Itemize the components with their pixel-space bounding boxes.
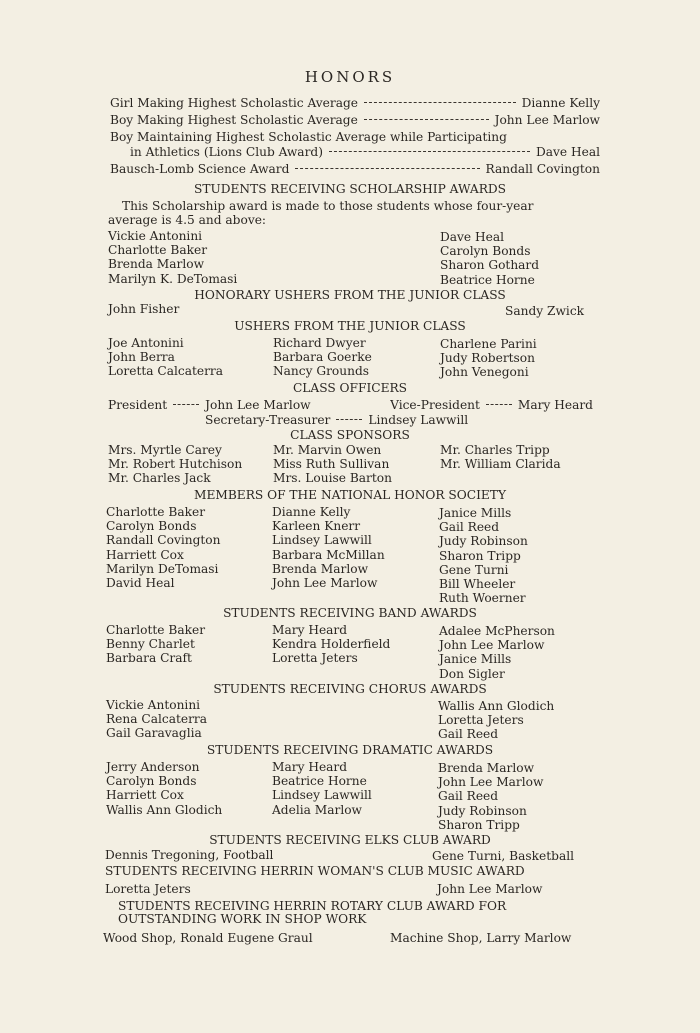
name-column (439, 506, 528, 605)
officer-name: John Lee Marlow (205, 398, 311, 412)
student-name: Machine Shop, Larry Marlow (390, 931, 572, 945)
student-name: Sandy Zwick (505, 304, 585, 318)
student-name: Brenda Marlow (108, 257, 205, 272)
student-name: Jerry Anderson (106, 760, 200, 774)
award-row (130, 145, 600, 160)
student-name: David Heal (106, 576, 175, 591)
student-name: Vickie Antonini (108, 229, 203, 243)
student-name: Lindsey Lawwill (272, 788, 372, 803)
student-name: John Lee Marlow (437, 882, 543, 896)
student-name: Brenda Marlow (438, 761, 535, 775)
name-column (438, 699, 554, 742)
student-name: Gail Reed (439, 520, 500, 535)
student-name: Vickie Antonini (106, 698, 201, 712)
student-name: Charlene Parini (440, 337, 537, 351)
student-name: Brenda Marlow (272, 561, 369, 576)
student-name: Kendra Holderfield (272, 637, 391, 652)
award-name: Boy Maintaining Highest Scholastic Average while Participating (110, 130, 507, 144)
student-name: Randall Covington (106, 533, 221, 548)
sponsor-name: Mr. Charles Jack (108, 471, 211, 486)
section-heading: HONORARY USHERS FROM THE JUNIOR CLASS (194, 288, 506, 302)
leader-dots (173, 404, 199, 405)
name-column (440, 337, 537, 380)
student-name: Carolyn Bonds (106, 519, 197, 534)
student-name: Benny Charlet (106, 637, 195, 652)
name-column (440, 443, 561, 471)
student-name: Gail Reed (438, 727, 499, 742)
student-name: Lindsey Lawwill (272, 533, 372, 548)
section-description: This Scholarship award is made to those students whose four-year (122, 199, 534, 213)
sponsor-name: Mrs. Louise Barton (273, 471, 392, 486)
name-column (108, 336, 223, 379)
section-heading: OUTSTANDING WORK IN SHOP WORK (118, 912, 367, 926)
section-heading: STUDENTS RECEIVING HERRIN ROTARY CLUB AWARD FOR (118, 899, 507, 913)
officer-row (205, 413, 468, 428)
award-row (110, 162, 600, 177)
name-column (272, 623, 390, 666)
name-column (438, 761, 543, 832)
section-heading: STUDENTS RECEIVING DRAMATIC AWARDS (206, 743, 494, 757)
sponsor-name: Mr. Robert Hutchison (108, 457, 243, 472)
name-column (106, 623, 205, 666)
leader-dots (364, 102, 516, 103)
name-column (106, 505, 221, 590)
student-name: Marilyn K. DeTomasi (108, 271, 238, 286)
student-name: John Lee Marlow (272, 576, 378, 591)
student-name: Barbara Goerke (273, 350, 372, 365)
name-column (108, 443, 242, 486)
award-name-cont: in Athletics (Lions Club Award) (130, 145, 323, 159)
award-winner: Dave Heal (535, 145, 600, 159)
section-heading: STUDENTS RECEIVING CHORUS AWARDS (213, 682, 487, 696)
student-name: John Lee Marlow (439, 638, 545, 653)
section-heading: CLASS OFFICERS (292, 381, 408, 395)
student-name: Judy Robertson (440, 351, 535, 366)
student-name: Mary Heard (272, 623, 348, 637)
student-name: Dennis Tregoning, Football (105, 848, 274, 862)
officer-name: Mary Heard (517, 398, 593, 412)
award-winner: John Lee Marlow (494, 113, 600, 127)
student-name: Wood Shop, Ronald Eugene Graul (103, 931, 313, 945)
student-name: Bill Wheeler (439, 577, 516, 592)
student-name: John Venegoni (440, 365, 529, 380)
student-name: Joe Antonini (108, 336, 184, 350)
award-row (110, 113, 600, 128)
section-heading: USHERS FROM THE JUNIOR CLASS (234, 319, 466, 333)
section-heading: MEMBERS OF THE NATIONAL HONOR SOCIETY (193, 488, 506, 502)
officer-name: Lindsey Lawwill (368, 413, 469, 427)
officer-title: Secretary-Treasurer (205, 413, 331, 427)
student-name: Wallis Ann Glodich (438, 699, 555, 713)
student-name: Barbara McMillan (272, 547, 385, 562)
student-name: John Berra (108, 350, 175, 365)
sponsor-name: Mrs. Myrtle Carey (108, 443, 222, 457)
sponsor-name: Miss Ruth Sullivan (273, 457, 390, 472)
section-heading: STUDENTS RECEIVING HERRIN WOMAN'S CLUB MUSIC AWARD (105, 864, 525, 878)
section-heading: STUDENTS RECEIVING SCHOLARSHIP AWARDS (194, 182, 506, 196)
student-name: Marilyn DeTomasi (106, 561, 219, 576)
student-name: Mary Heard (272, 760, 348, 774)
name-column (272, 505, 385, 590)
student-name: Gail Garavaglia (106, 726, 202, 741)
sponsor-name: Mr. William Clarida (440, 457, 561, 472)
name-column (108, 229, 237, 286)
award-row (110, 96, 600, 111)
award-winner: Randall Covington (485, 162, 600, 176)
award-name: Boy Making Highest Scholastic Average (110, 113, 358, 127)
student-name: Gene Turni (439, 562, 509, 577)
student-name: Carolyn Bonds (106, 774, 197, 789)
student-name: Judy Robinson (439, 534, 528, 549)
leader-dots (295, 168, 479, 169)
student-name: Loretta Jeters (438, 713, 524, 728)
student-name: Gail Reed (438, 789, 499, 804)
officer-title: Vice-President (390, 398, 480, 412)
student-name: John Fisher (108, 302, 180, 316)
student-name: Rena Calcaterra (106, 712, 207, 727)
leader-dots (364, 119, 489, 120)
student-name: Loretta Jeters (272, 651, 358, 666)
student-name: Judy Robinson (438, 803, 527, 818)
student-name: Nancy Grounds (273, 364, 370, 379)
name-column (106, 698, 207, 741)
student-name: Adelia Marlow (272, 802, 362, 817)
sponsor-name: Mr. Charles Tripp (440, 443, 550, 457)
student-name: John Lee Marlow (438, 775, 544, 790)
student-name: Dianne Kelly (272, 505, 351, 519)
student-name: Don Sigler (439, 666, 505, 681)
student-name: Charlotte Baker (106, 505, 206, 519)
name-column (273, 443, 392, 486)
student-name: Richard Dwyer (273, 336, 366, 350)
page-title: HONORS (304, 68, 396, 86)
student-name: Barbara Craft (106, 651, 192, 666)
student-name: Sharon Tripp (439, 548, 521, 563)
award-winner: Dianne Kelly (521, 96, 600, 110)
student-name: Adalee McPherson (439, 624, 555, 638)
leader-dots (336, 419, 362, 420)
name-column (106, 760, 222, 817)
student-name: Sharon Tripp (438, 817, 520, 832)
section-heading: STUDENTS RECEIVING BAND AWARDS (223, 606, 477, 620)
student-name: Charlotte Baker (108, 243, 208, 258)
student-name: Janice Mills (439, 506, 512, 520)
section-heading: CLASS SPONSORS (290, 428, 410, 442)
student-name: Harriett Cox (106, 547, 184, 562)
name-column (440, 230, 539, 287)
award-name: Girl Making Highest Scholastic Average (110, 96, 358, 110)
student-name: Loretta Calcaterra (108, 364, 224, 379)
student-name: Harriett Cox (106, 788, 184, 803)
name-column (272, 760, 372, 817)
section-heading: STUDENTS RECEIVING ELKS CLUB AWARD (209, 833, 491, 847)
student-name: Charlotte Baker (106, 623, 206, 637)
leader-dots (486, 404, 512, 405)
name-column (439, 624, 555, 681)
section-description: average is 4.5 and above: (108, 213, 267, 227)
student-name: Sharon Gothard (440, 258, 540, 273)
student-name: Janice Mills (439, 652, 512, 667)
student-name: Carolyn Bonds (440, 244, 531, 259)
sponsor-name: Mr. Marvin Owen (273, 443, 382, 457)
student-name: Beatrice Horne (440, 272, 535, 287)
leader-dots (329, 151, 530, 152)
student-name: Beatrice Horne (272, 774, 367, 789)
name-column (273, 336, 372, 379)
student-name: Dave Heal (440, 230, 505, 244)
officer-row (108, 398, 593, 413)
student-name: Ruth Woerner (439, 591, 526, 606)
student-name: Wallis Ann Glodich (106, 802, 223, 817)
student-name: Loretta Jeters (105, 882, 191, 896)
officer-title: President (108, 398, 168, 412)
award-name: Bausch-Lomb Science Award (110, 162, 290, 176)
student-name: Karleen Knerr (272, 519, 361, 534)
student-name: Gene Turni, Basketball (432, 849, 575, 863)
